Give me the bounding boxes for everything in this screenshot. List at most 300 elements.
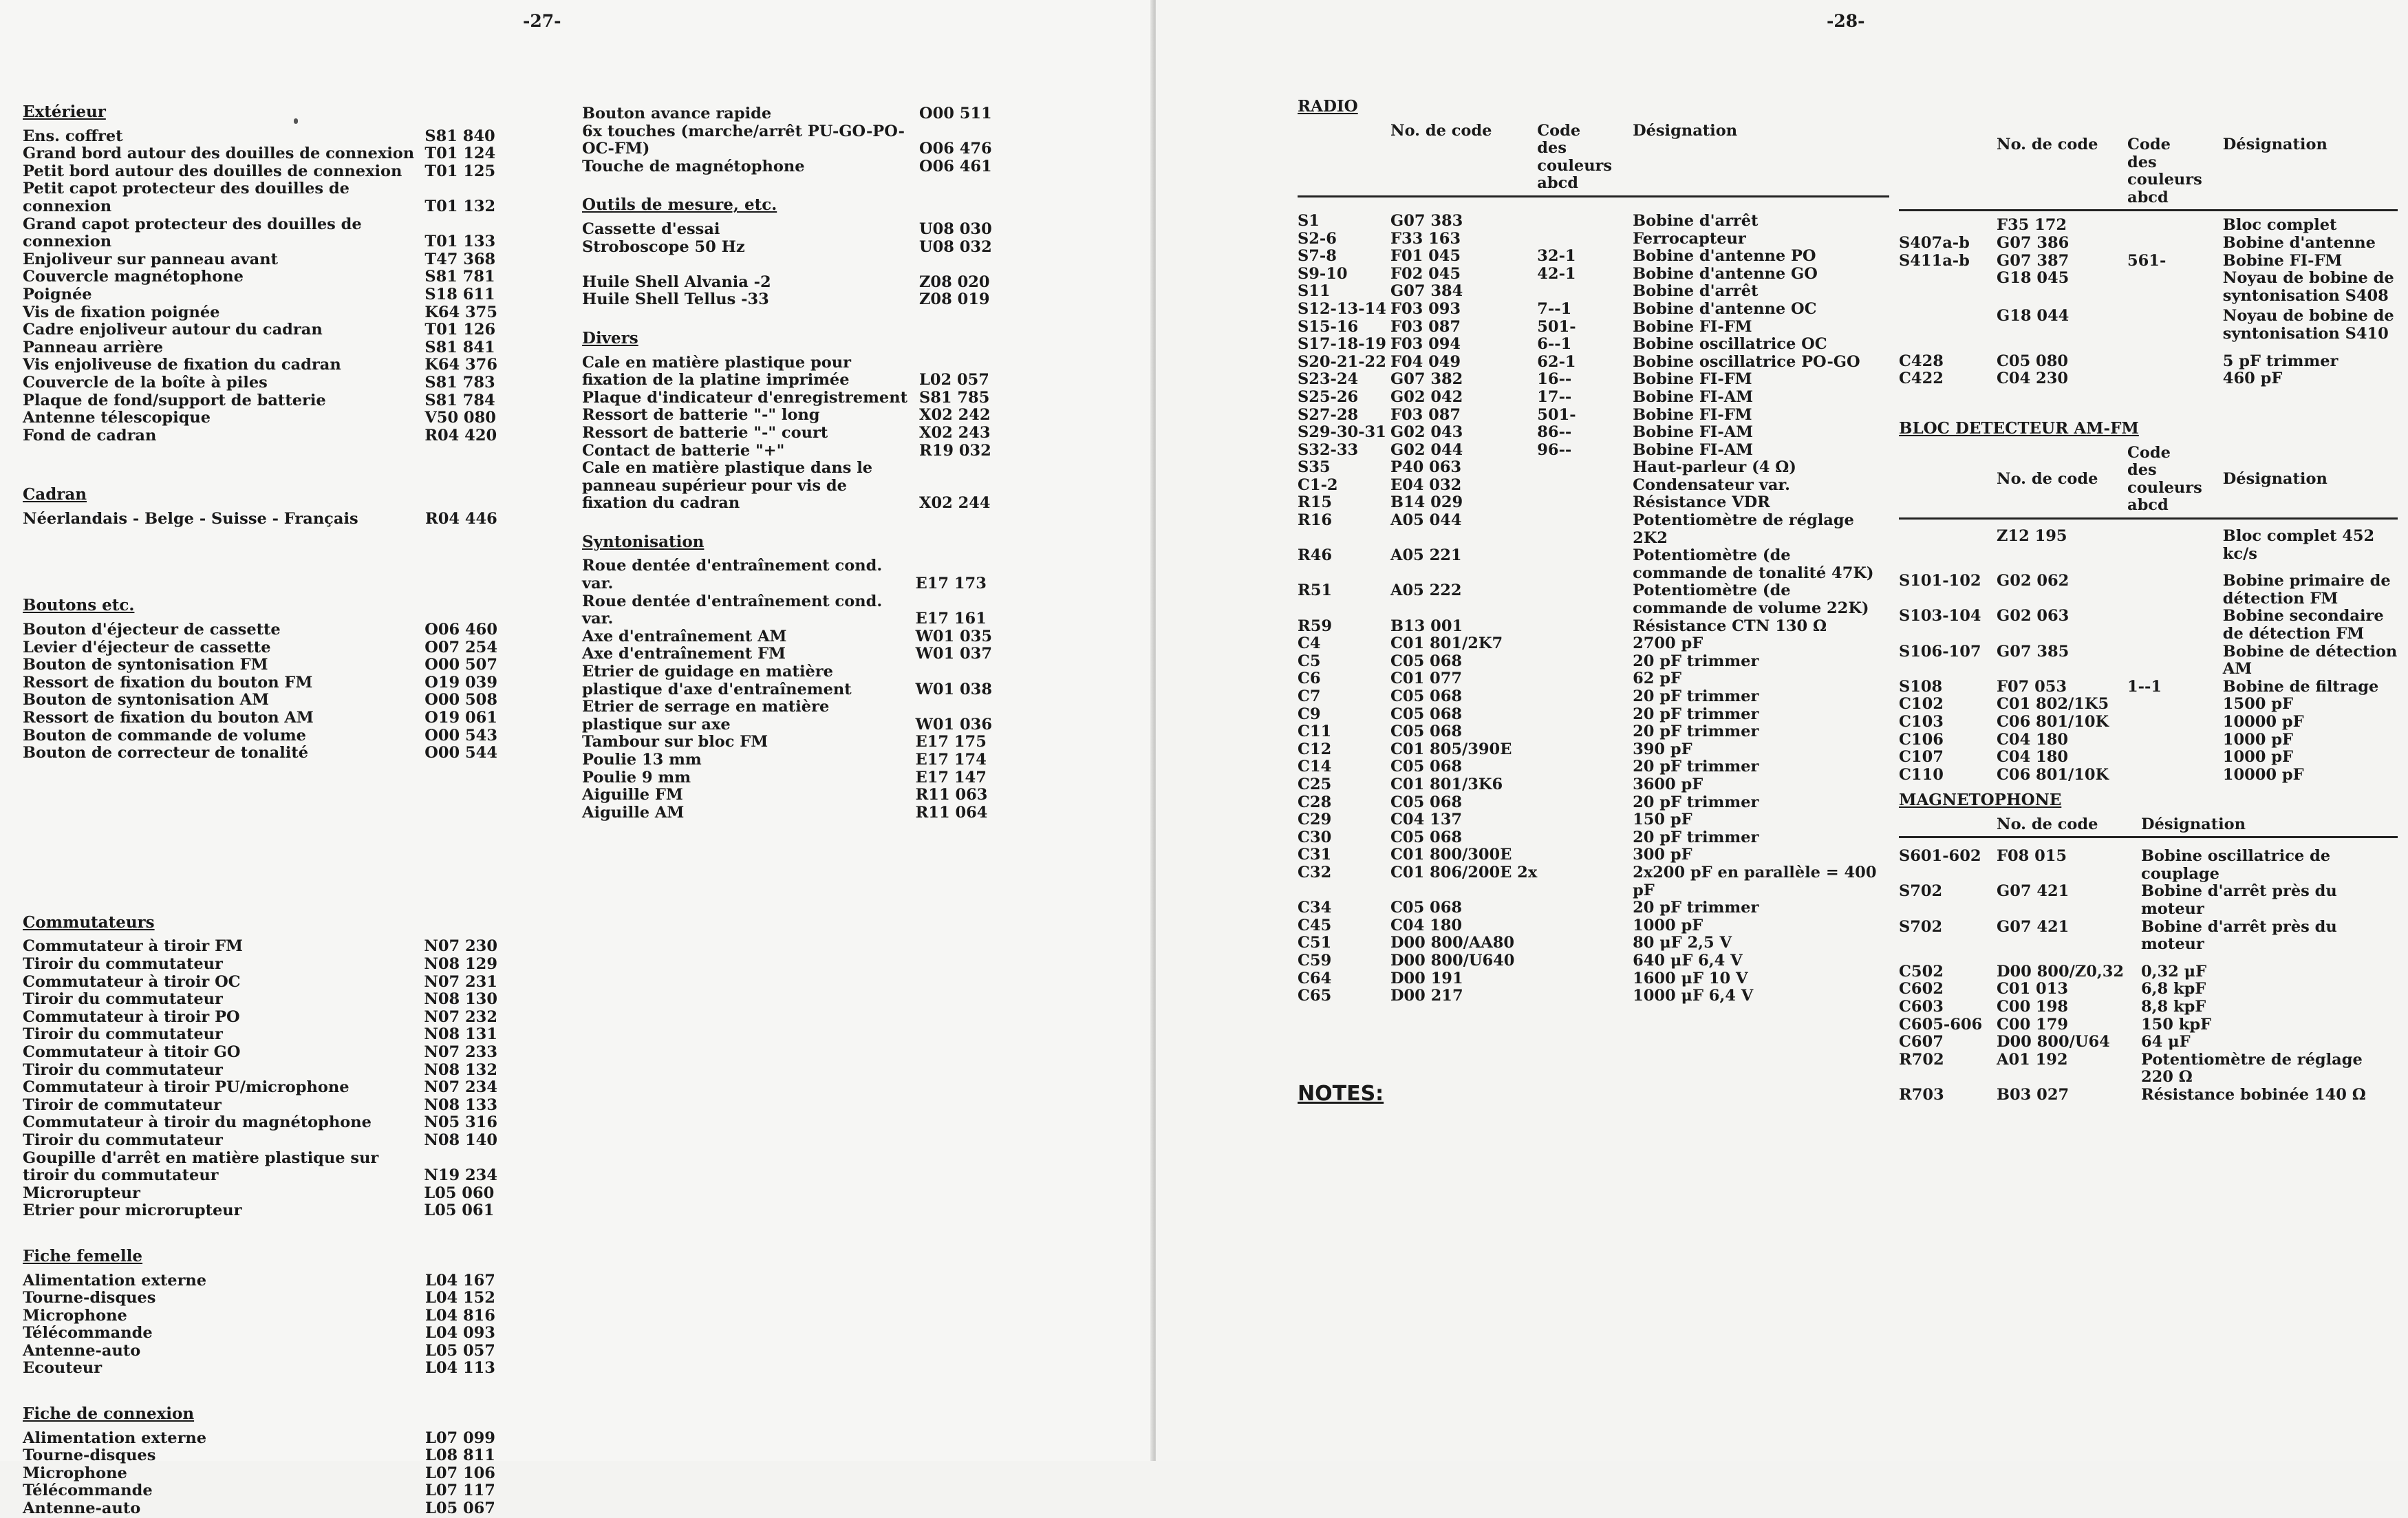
part-code: R04 420 xyxy=(424,426,497,445)
part-code: O00 511 xyxy=(919,105,992,122)
table-header xyxy=(1899,816,2398,834)
designation-cell: Bobine de filtrage xyxy=(2222,677,2379,696)
table-row xyxy=(23,1500,497,1518)
table-row xyxy=(23,374,497,392)
color-code-cell xyxy=(1537,459,1633,477)
part-description: Axe d'entraînement AM xyxy=(582,627,787,645)
color-code-cell xyxy=(2127,270,2223,305)
part-code: L05 061 xyxy=(424,1201,495,1220)
designation-cell: Bobine oscillatrice de couplage xyxy=(2141,847,2331,883)
part-code: S81 781 xyxy=(424,268,495,286)
code-cell: D00 191 xyxy=(1390,969,1463,987)
column-header: Désignation xyxy=(1633,121,1738,140)
table-row xyxy=(1298,319,1889,336)
ref-cell: C64 xyxy=(1298,969,1332,987)
table-row xyxy=(1298,688,1889,706)
designation-cell: Résistance bobinée 140 Ω xyxy=(2141,1085,2366,1104)
designation-cell: 10000 pF xyxy=(2222,765,2304,784)
part-description: Petit bord autour des douilles de connexion xyxy=(23,162,402,180)
part-code: Z08 020 xyxy=(919,272,990,291)
color-code-cell xyxy=(1537,706,1633,724)
table-row xyxy=(582,425,992,442)
code-cell: C05 068 xyxy=(1390,899,1463,917)
part-description: Levier d'éjecteur de cassette xyxy=(23,638,271,656)
designation-cell: Bobine d'antenne PO xyxy=(1633,247,1816,266)
color-code-cell xyxy=(1537,934,1633,952)
designation-cell: 20 pF trimmer xyxy=(1633,705,1759,723)
code-cell: A05 221 xyxy=(1390,546,1462,565)
color-code-cell xyxy=(1537,477,1633,495)
table-row xyxy=(1298,301,1889,319)
table-row xyxy=(582,123,992,158)
ref-cell: S702 xyxy=(1899,882,1943,901)
ref-cell: C32 xyxy=(1298,863,1332,881)
table-row xyxy=(1298,477,1889,495)
table-row xyxy=(1899,211,2398,235)
code-cell: C05 068 xyxy=(1390,652,1463,670)
designation-cell: 150 pF xyxy=(1633,811,1692,829)
table-row xyxy=(23,956,497,974)
color-code-cell xyxy=(2127,714,2223,731)
table-row xyxy=(1298,794,1889,812)
table-row xyxy=(23,991,497,1009)
part-description: Microphone xyxy=(23,1464,127,1482)
code-cell: C05 068 xyxy=(1390,687,1463,705)
ref-cell: R51 xyxy=(1298,581,1333,600)
part-description: Contact de batterie "+" xyxy=(582,441,785,460)
ref-cell: R16 xyxy=(1298,511,1333,530)
color-code-cell xyxy=(1537,547,1633,582)
table-row xyxy=(23,1360,497,1378)
part-code: R11 063 xyxy=(915,786,988,804)
column-header: Code des couleurs abcd xyxy=(1537,121,1613,193)
code-cell: A05 222 xyxy=(1390,581,1462,600)
color-code-cell xyxy=(1537,618,1633,636)
table-row xyxy=(1899,370,2398,388)
part-description: Roue dentée d'entraînement cond. var. xyxy=(582,557,883,593)
part-description: Ressort de fixation du bouton FM xyxy=(23,673,313,692)
color-code-cell xyxy=(1537,231,1633,248)
ref-cell: R46 xyxy=(1298,546,1333,565)
table-row xyxy=(23,427,497,445)
designation-cell: Haut-parleur (4 Ω) xyxy=(1633,458,1796,477)
table-row xyxy=(582,221,992,239)
color-code-cell xyxy=(1537,811,1633,829)
color-code-cell: 62-1 xyxy=(1537,352,1576,371)
code-cell: G18 044 xyxy=(1997,307,2070,325)
section-title: RADIO xyxy=(1298,97,1358,116)
ref-cell: C31 xyxy=(1298,846,1332,864)
part-code: W01 036 xyxy=(915,715,992,734)
part-code: T01 125 xyxy=(424,162,496,180)
designation-cell: Bobine de détection AM xyxy=(2222,642,2398,678)
part-code: L04 093 xyxy=(425,1324,495,1343)
ref-cell xyxy=(1899,270,1997,305)
table-header xyxy=(1298,122,1889,193)
code-cell: C04 180 xyxy=(1997,748,2069,767)
code-cell: D00 800/AA80 xyxy=(1390,934,1515,952)
table-row xyxy=(23,1343,497,1360)
table-header xyxy=(1899,445,2398,515)
ref-cell xyxy=(1899,518,1997,563)
color-code-cell xyxy=(1537,582,1633,617)
part-description: Tiroir de commutateur xyxy=(23,1095,222,1114)
table-row xyxy=(1298,864,1889,899)
color-code-cell xyxy=(1537,494,1633,512)
part-code: O06 461 xyxy=(919,157,992,175)
table-row xyxy=(582,460,992,513)
table-row xyxy=(23,1062,497,1080)
ref-cell: S411a-b xyxy=(1899,251,1970,270)
part-description: 6x touches (marche/arrêt PU-GO-PO-OC-FM) xyxy=(582,122,905,158)
table-row xyxy=(23,674,497,692)
table-row xyxy=(1298,283,1889,301)
code-cell: F01 045 xyxy=(1390,247,1461,266)
ref-cell: C106 xyxy=(1899,730,1944,749)
code-cell: P40 063 xyxy=(1390,458,1462,477)
part-code: N08 133 xyxy=(424,1095,497,1114)
table-row xyxy=(1899,954,2398,981)
part-description: Ens. coffret xyxy=(23,127,123,145)
designation-cell: Bobine FI-AM xyxy=(1633,387,1754,406)
code-cell: F03 087 xyxy=(1390,405,1461,424)
section-title: BLOC DETECTEUR AM-FM xyxy=(1899,419,2139,438)
ref-cell: C51 xyxy=(1298,934,1332,952)
column-header: Désignation xyxy=(2141,815,2246,833)
table-row xyxy=(23,938,497,956)
ref-cell: S15-16 xyxy=(1298,317,1359,336)
color-code-cell: 96-- xyxy=(1537,440,1572,459)
designation-cell: 3600 pF xyxy=(1633,775,1703,793)
ref-cell: C7 xyxy=(1298,687,1321,705)
ref-cell: C65 xyxy=(1298,987,1332,1005)
table-row xyxy=(23,251,497,269)
column-header: Code des couleurs abcd xyxy=(2127,136,2202,206)
ref-cell: S29-30-31 xyxy=(1298,423,1386,442)
table-row xyxy=(582,804,992,822)
table-row xyxy=(1899,678,2398,696)
designation-cell: Potentiomètre (de commande de tonalité 47K) xyxy=(1633,546,1874,582)
part-description: Bouton de syntonisation AM xyxy=(23,691,270,709)
color-code-cell xyxy=(2127,370,2223,388)
table-row xyxy=(23,321,497,339)
part-code: L04 152 xyxy=(425,1289,495,1307)
parts-table xyxy=(582,354,992,513)
ref-cell: R702 xyxy=(1899,1050,1944,1069)
part-description: Tourne-disques xyxy=(23,1446,156,1465)
part-code: O19 039 xyxy=(424,673,497,692)
part-description: Couvercle magnétophone xyxy=(23,268,244,286)
part-description: Axe d'entraînement FM xyxy=(582,645,786,663)
part-description: Tourne-disques xyxy=(23,1289,156,1307)
part-description: Cale en matière plastique pour fixation de la platine imprimée xyxy=(582,353,851,389)
code-cell: B03 027 xyxy=(1997,1085,2070,1104)
designation-cell: 10000 pF xyxy=(2222,712,2304,731)
part-description: Tiroir du commutateur xyxy=(23,990,223,1009)
table-row xyxy=(582,407,992,425)
table-row xyxy=(1298,459,1889,477)
part-description: Tiroir du commutateur xyxy=(23,955,223,973)
part-code: E17 161 xyxy=(915,610,987,628)
part-description: Poignée xyxy=(23,285,92,303)
section-title: Divers xyxy=(582,328,638,348)
part-code: O19 061 xyxy=(424,709,497,727)
table-row xyxy=(582,645,992,663)
table-row xyxy=(1899,767,2398,784)
part-description: Ressort de batterie "-" court xyxy=(582,423,828,442)
table-row xyxy=(23,974,497,992)
ref-cell: S106-107 xyxy=(1899,642,1981,661)
code-cell: D00 800/U64 xyxy=(1997,1033,2110,1051)
part-code: W01 037 xyxy=(915,645,992,663)
color-code-cell: 501- xyxy=(1537,317,1576,336)
parts-column-2 xyxy=(582,105,992,822)
part-code: L07 117 xyxy=(425,1482,495,1500)
code-cell: G07 385 xyxy=(1997,642,2070,661)
ref-cell: C12 xyxy=(1298,740,1332,758)
designation-cell: Bobine oscillatrice OC xyxy=(1633,335,1827,354)
color-code-cell xyxy=(1537,283,1633,301)
code-cell: G07 386 xyxy=(1997,233,2070,252)
designation-cell: 0,32 μF xyxy=(2141,962,2207,981)
table-row xyxy=(23,339,497,357)
table-row xyxy=(1298,987,1889,1005)
table-row xyxy=(582,256,992,274)
part-code: L07 099 xyxy=(425,1429,495,1447)
code-cell: C01 800/300E xyxy=(1390,846,1512,864)
section-title: Extérieur xyxy=(23,103,106,121)
ref-cell: S25-26 xyxy=(1298,387,1359,406)
table-row xyxy=(1899,1034,2398,1051)
code-cell: C01 805/390E xyxy=(1390,740,1512,758)
part-description: Télécommande xyxy=(23,1324,153,1343)
part-code: N07 231 xyxy=(424,972,497,991)
table-row xyxy=(23,1132,497,1150)
part-description: Plaque de fond/support de batterie xyxy=(23,391,326,409)
color-code-cell xyxy=(1537,899,1633,917)
code-cell: C04 137 xyxy=(1390,811,1463,829)
color-code-cell xyxy=(1537,635,1633,653)
ref-cell: S7-8 xyxy=(1298,247,1337,266)
designation-cell: 20 pF trimmer xyxy=(1633,793,1759,811)
ref-cell: S11 xyxy=(1298,282,1331,301)
color-code-cell xyxy=(1537,723,1633,741)
part-code: N07 233 xyxy=(424,1043,497,1061)
table-row xyxy=(1899,883,2398,918)
part-code: R11 064 xyxy=(915,803,988,822)
designation-cell: 2700 pF xyxy=(1633,634,1703,653)
part-code: K64 376 xyxy=(424,356,497,374)
code-cell: F03 087 xyxy=(1390,317,1461,336)
ref-cell: C11 xyxy=(1298,723,1332,741)
column-header: Désignation xyxy=(2222,136,2328,153)
color-code-cell: 501- xyxy=(1537,405,1576,424)
color-code-cell: 17-- xyxy=(1537,387,1572,406)
ref-cell: S32-33 xyxy=(1298,440,1359,459)
part-code: O00 543 xyxy=(424,726,497,745)
code-cell: F35 172 xyxy=(1997,216,2067,235)
section-title: Boutons etc. xyxy=(23,596,135,615)
code-cell: A01 192 xyxy=(1997,1050,2068,1069)
color-code-cell xyxy=(1537,196,1633,230)
table-row xyxy=(582,663,992,698)
table-row xyxy=(582,557,992,592)
code-cell: G02 043 xyxy=(1390,423,1463,442)
table-row xyxy=(23,216,497,251)
designation-cell: Condensateur var. xyxy=(1633,475,1791,494)
part-description: Huile Shell Alvania -2 xyxy=(582,272,771,291)
ref-cell: C25 xyxy=(1298,775,1332,793)
table-row xyxy=(23,709,497,727)
radio-section xyxy=(1298,98,1889,1005)
table-row xyxy=(1899,518,2398,563)
color-code-cell xyxy=(1537,741,1633,759)
ref-cell: R59 xyxy=(1298,617,1333,635)
table-row xyxy=(1298,389,1889,407)
part-code: S81 840 xyxy=(424,127,495,145)
code-cell: G02 062 xyxy=(1997,572,2070,590)
table-row xyxy=(23,1325,497,1343)
magnetophone-table xyxy=(1899,816,2398,1104)
part-code: K64 375 xyxy=(424,303,497,321)
table-row xyxy=(1899,1051,2398,1087)
part-code: T47 368 xyxy=(424,250,496,268)
designation-cell: 1000 μF 6,4 V xyxy=(1633,987,1754,1005)
part-code: U08 032 xyxy=(919,237,992,256)
part-code: L05 057 xyxy=(425,1341,495,1360)
part-description: Aiguille FM xyxy=(582,786,683,804)
part-code: U08 030 xyxy=(919,220,992,238)
radio-table xyxy=(1298,122,1889,1005)
table-row xyxy=(1899,253,2398,270)
part-code: O00 507 xyxy=(424,656,497,674)
designation-cell: 390 pF xyxy=(1633,740,1692,758)
part-code: T01 132 xyxy=(424,197,496,215)
table-row xyxy=(1899,1016,2398,1034)
designation-cell: 8,8 kpF xyxy=(2141,997,2206,1016)
table-row xyxy=(23,1079,497,1097)
ref-cell xyxy=(1899,211,1997,235)
ref-cell: C502 xyxy=(1899,962,1944,981)
table-row xyxy=(23,163,497,181)
code-cell: G02 044 xyxy=(1390,440,1463,459)
table-header xyxy=(1899,136,2398,206)
designation-cell: Bloc complet 452 kc/s xyxy=(2222,526,2375,563)
table-row xyxy=(23,180,497,215)
designation-cell: Bobine oscillatrice PO-GO xyxy=(1633,352,1860,371)
part-code: O00 508 xyxy=(424,691,497,709)
part-description: Commutateur à tiroir PU/microphone xyxy=(23,1078,350,1097)
designation-cell: Bobine d'arrêt près du moteur xyxy=(2141,882,2337,918)
table-row xyxy=(1899,714,2398,731)
part-code: R04 446 xyxy=(425,509,497,528)
code-cell: C05 068 xyxy=(1390,793,1463,811)
part-description: Goupille d'arrêt en matière plastique sur tiroir du commutateur xyxy=(23,1148,379,1185)
part-code: S18 611 xyxy=(424,285,495,303)
table-row xyxy=(23,409,497,427)
part-code: S81 783 xyxy=(424,373,495,392)
part-code: L04 167 xyxy=(425,1271,495,1290)
table-row xyxy=(582,158,992,176)
designation-cell: 2x200 pF en parallèle = 400 pF xyxy=(1633,863,1877,899)
part-description: Poulie 13 mm xyxy=(582,751,702,769)
table-row xyxy=(1298,248,1889,266)
right-page xyxy=(1156,0,2408,1461)
ref-cell: C607 xyxy=(1899,1033,1944,1051)
table-row xyxy=(23,692,497,709)
code-cell: C05 068 xyxy=(1390,758,1463,776)
part-description: Néerlandais - Belge - Suisse - Français xyxy=(23,509,358,528)
code-cell: C05 068 xyxy=(1390,828,1463,846)
parts-table xyxy=(23,938,497,1220)
ref-cell: C103 xyxy=(1899,712,1944,731)
part-code: W01 038 xyxy=(915,680,992,698)
ref-cell: S108 xyxy=(1899,677,1943,696)
table-row xyxy=(23,1272,497,1290)
table-row xyxy=(582,593,992,628)
designation-cell: Bobine d'antenne OC xyxy=(1633,299,1817,318)
part-code: N08 130 xyxy=(424,990,497,1009)
code-cell: C01 077 xyxy=(1390,670,1463,688)
code-cell: E04 032 xyxy=(1390,475,1462,494)
color-code-cell xyxy=(2127,643,2223,678)
part-code: S81 784 xyxy=(424,391,495,409)
ref-cell: S35 xyxy=(1298,458,1331,477)
table-row xyxy=(1298,706,1889,724)
ref-cell: C5 xyxy=(1298,652,1321,670)
table-row xyxy=(582,389,992,407)
part-code: E17 173 xyxy=(915,575,987,593)
part-description: Cadre enjoliveur autour du cadran xyxy=(23,321,323,339)
code-cell: C01 013 xyxy=(1997,980,2069,998)
code-cell: F03 093 xyxy=(1390,299,1461,318)
table-row xyxy=(1298,231,1889,248)
designation-cell: 64 μF xyxy=(2141,1033,2191,1051)
table-row xyxy=(582,751,992,769)
parts-table xyxy=(582,221,992,309)
part-description: Bouton d'éjecteur de cassette xyxy=(23,621,281,639)
ref-cell: R703 xyxy=(1899,1085,1944,1104)
column-header: Code des couleurs abcd xyxy=(2127,443,2202,515)
designation-cell: 300 pF xyxy=(1633,846,1692,864)
designation-cell: Bobine FI-FM xyxy=(2222,251,2343,270)
table-row xyxy=(1899,749,2398,767)
parts-column-1 xyxy=(23,103,497,1518)
table-row xyxy=(1298,670,1889,688)
table-row xyxy=(582,769,992,787)
table-row xyxy=(1298,582,1889,617)
designation-cell: Bobine d'arrêt xyxy=(1633,282,1759,301)
ref-cell: S2-6 xyxy=(1298,229,1337,248)
designation-cell: 20 pF trimmer xyxy=(1633,899,1759,917)
code-cell: G02 042 xyxy=(1390,387,1463,406)
part-description: Tambour sur bloc FM xyxy=(582,733,768,751)
part-description: Bouton avance rapide xyxy=(582,105,772,122)
part-code: O06 460 xyxy=(424,621,497,639)
ref-cell: S20-21-22 xyxy=(1298,352,1386,371)
designation-cell: Bobine d'arrêt près du moteur xyxy=(2141,917,2337,954)
section-title: Fiche de connexion xyxy=(23,1404,195,1424)
part-description: Petit capot protecteur des douilles de connexion xyxy=(23,180,350,215)
table-row xyxy=(23,286,497,304)
designation-cell: 5 pF trimmer xyxy=(2222,352,2339,370)
designation-cell: Bobine FI-AM xyxy=(1633,440,1754,459)
ref-cell: C1-2 xyxy=(1298,475,1338,494)
part-description: Poulie 9 mm xyxy=(582,768,691,787)
designation-cell: 460 pF xyxy=(2222,370,2283,388)
color-code-cell xyxy=(2127,235,2223,253)
part-code: X02 244 xyxy=(919,494,991,513)
